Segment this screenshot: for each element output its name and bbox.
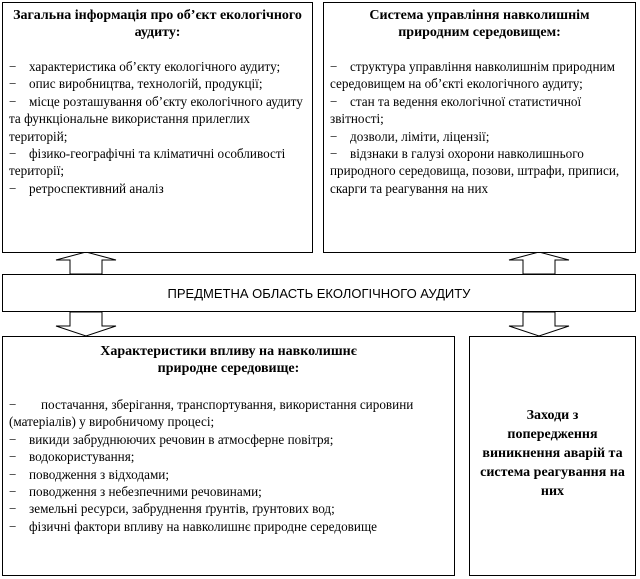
list-item: − стан та ведення екологічної статистичної звітності; xyxy=(330,93,582,127)
impact-characteristics-title: Характеристики впливу на навколишнє природне середовище: xyxy=(100,344,357,376)
list-item: − водокористування; xyxy=(9,449,135,465)
management-system-title: Система управління навколишнім природним середовищем: xyxy=(369,8,590,40)
list-item: − характеристика об’єкту екологічного аудиту; xyxy=(9,59,281,74)
arrow-down-right xyxy=(509,312,569,336)
list-item: − фізичні фактори впливу на навколишнє природне середовище xyxy=(9,518,377,534)
general-info-list xyxy=(9,58,306,197)
list-item: − постачання, зберігання, транспортування, використання сировини (матеріалів) у виробничому процесі; xyxy=(9,397,414,430)
arrow-up-right xyxy=(509,252,569,274)
list-item: − дозволи, ліміти, ліцензії; xyxy=(330,128,490,144)
subject-area-banner xyxy=(2,274,636,312)
management-system-list xyxy=(330,58,629,197)
accident-prevention-box xyxy=(469,336,636,576)
list-item: − поводження з небезпечними речовинами; xyxy=(9,484,262,500)
arrow-down-left xyxy=(56,312,116,336)
list-item: − відзнаки в галузі охорони навколишнього природного середовища, позови, штрафи, приписи, скарги та реагування на них xyxy=(330,146,620,196)
arrow-up-left xyxy=(56,252,116,274)
list-item: − ретроспективний аналіз xyxy=(9,180,164,196)
list-item: − структура управління навколишнім природним середовищем на об’єкті екологічного аудиту; xyxy=(330,59,615,92)
list-item: − земельні ресурси, забруднення ґрунтів, ґрунтових вод; xyxy=(9,501,335,517)
list-item: − фізико-географічні та кліматичні особливості території; xyxy=(9,146,286,179)
list-item: − опис виробництва, технологій, продукції; xyxy=(9,76,263,92)
impact-characteristics-box xyxy=(2,336,455,576)
general-info-box xyxy=(2,2,313,253)
management-system-box xyxy=(323,2,636,253)
impact-characteristics-list xyxy=(9,396,448,535)
general-info-title: Загальна інформація про об’єкт екологічного аудиту: xyxy=(13,8,302,40)
list-item: − викиди забруднюючих речовин в атмосферне повітря; xyxy=(9,431,334,447)
banner-label: ПРЕДМЕТНА ОБЛАСТЬ ЕКОЛОГІЧНОГО АУДИТУ xyxy=(167,285,471,301)
list-item: − поводження з відходами; xyxy=(9,466,170,482)
accident-prevention-title: Заходи з попередження виникнення аварій та система реагування на них xyxy=(480,407,625,499)
list-item: − місце розташування об’єкту екологічного аудиту та функціональне використання прилеглих територій; xyxy=(9,93,303,144)
